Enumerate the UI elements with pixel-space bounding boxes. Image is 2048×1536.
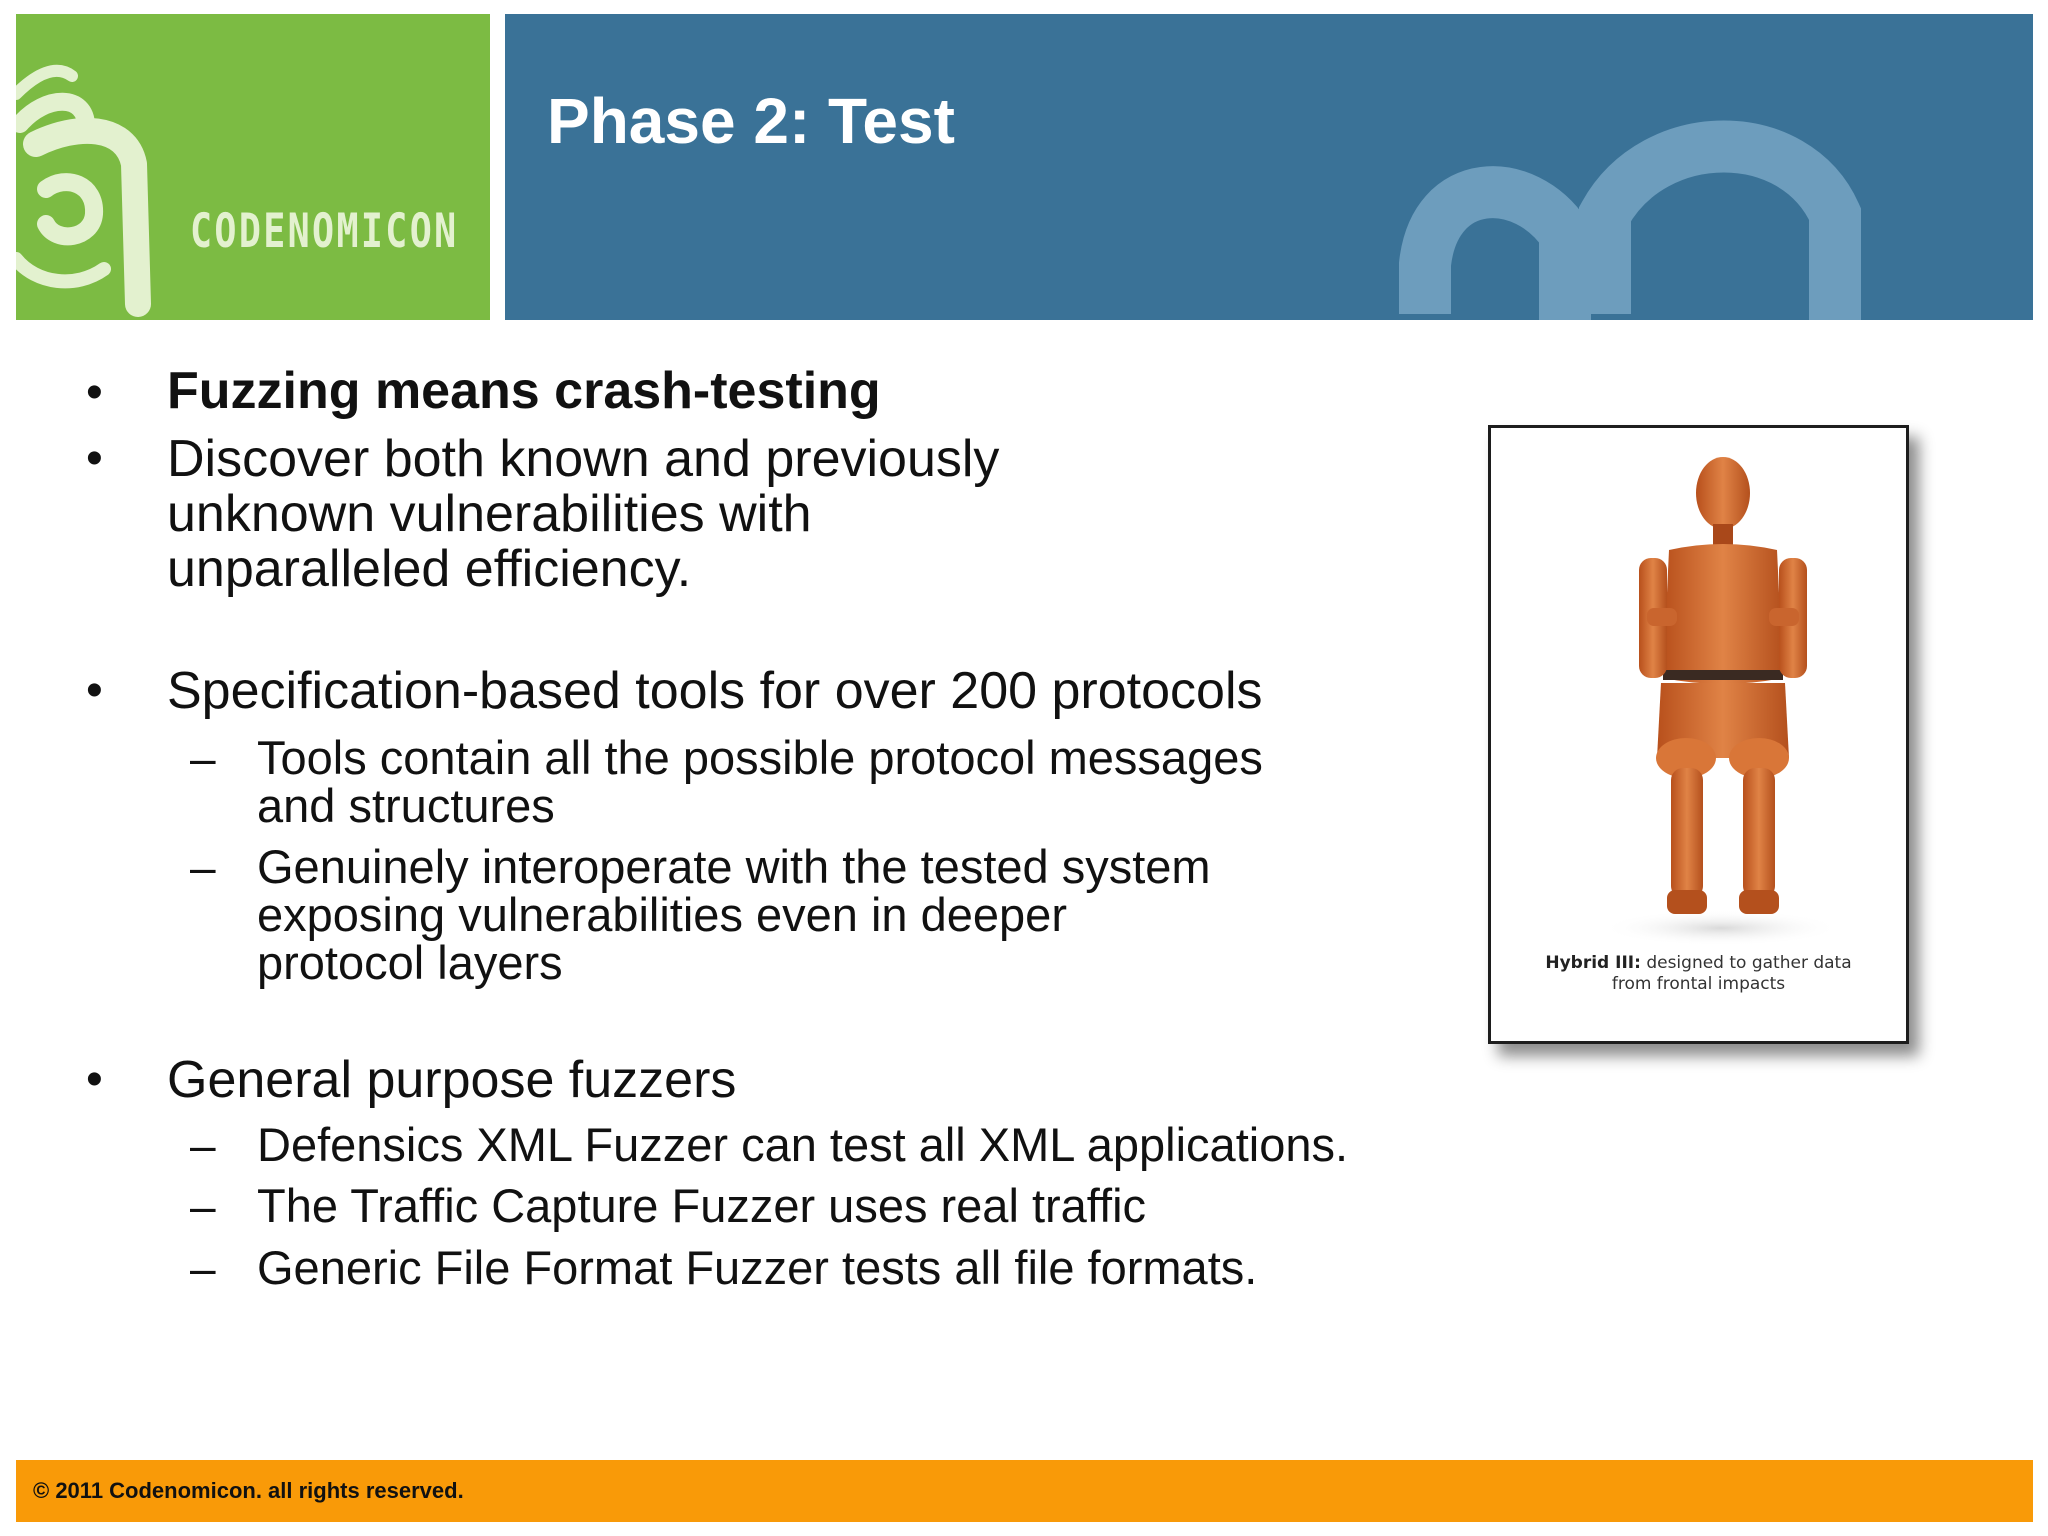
bullet-marker: • [86,366,103,419]
sub-bullet-marker: – [190,1180,216,1232]
copyright-text: © 2011 Codenomicon. all rights reserved. [33,1478,464,1503]
sub-bullet-text: exposing vulnerabilities even in deeper [257,888,1067,941]
bullet-text: Fuzzing means crash-testing [167,362,881,420]
bullet-text: unparalleled efficiency. [167,540,692,598]
logo-wordmark: CODENOMICON [190,204,459,259]
bullet-text: Specification-based tools for over 200 protocols [167,662,1263,720]
footer-bar [16,1460,2033,1522]
caption-bold: Hybrid III: [1545,953,1641,973]
sub-bullet-text: Genuinely interoperate with the tested system [257,840,1211,893]
caption-text-line2: from frontal impacts [1611,974,1786,994]
bullet-marker: • [86,664,103,717]
bullet-text: Discover both known and previously [167,430,1000,488]
bullet-text: unknown vulnerabilities with [167,485,812,543]
caption-text: designed to gather data [1640,953,1852,973]
sub-bullet-text: The Traffic Capture Fuzzer uses real traffic [257,1179,1147,1232]
sub-bullet-marker: – [190,841,216,893]
sub-bullet-text: protocol layers [257,936,563,989]
figure-caption [1491,953,1906,995]
sub-bullet-marker: – [190,732,216,784]
bullet-marker: • [86,1053,103,1106]
slide-title: Phase 2: Test [547,85,955,157]
bullet-text: General purpose fuzzers [167,1051,737,1109]
sub-bullet-text: Tools contain all the possible protocol messages [257,731,1263,784]
sub-bullet-marker: – [190,1242,216,1294]
crash-test-dummy-image [1491,428,1906,948]
bullet-marker: • [86,432,103,485]
crash-test-dummy-figure [1488,425,1909,1044]
sub-bullet-text: and structures [257,779,555,832]
sub-bullet-text: Defensics XML Fuzzer can test all XML applications. [257,1118,1349,1171]
sub-bullet-marker: – [190,1119,216,1171]
sub-bullet-text: Generic File Format Fuzzer tests all file formats. [257,1241,1258,1294]
